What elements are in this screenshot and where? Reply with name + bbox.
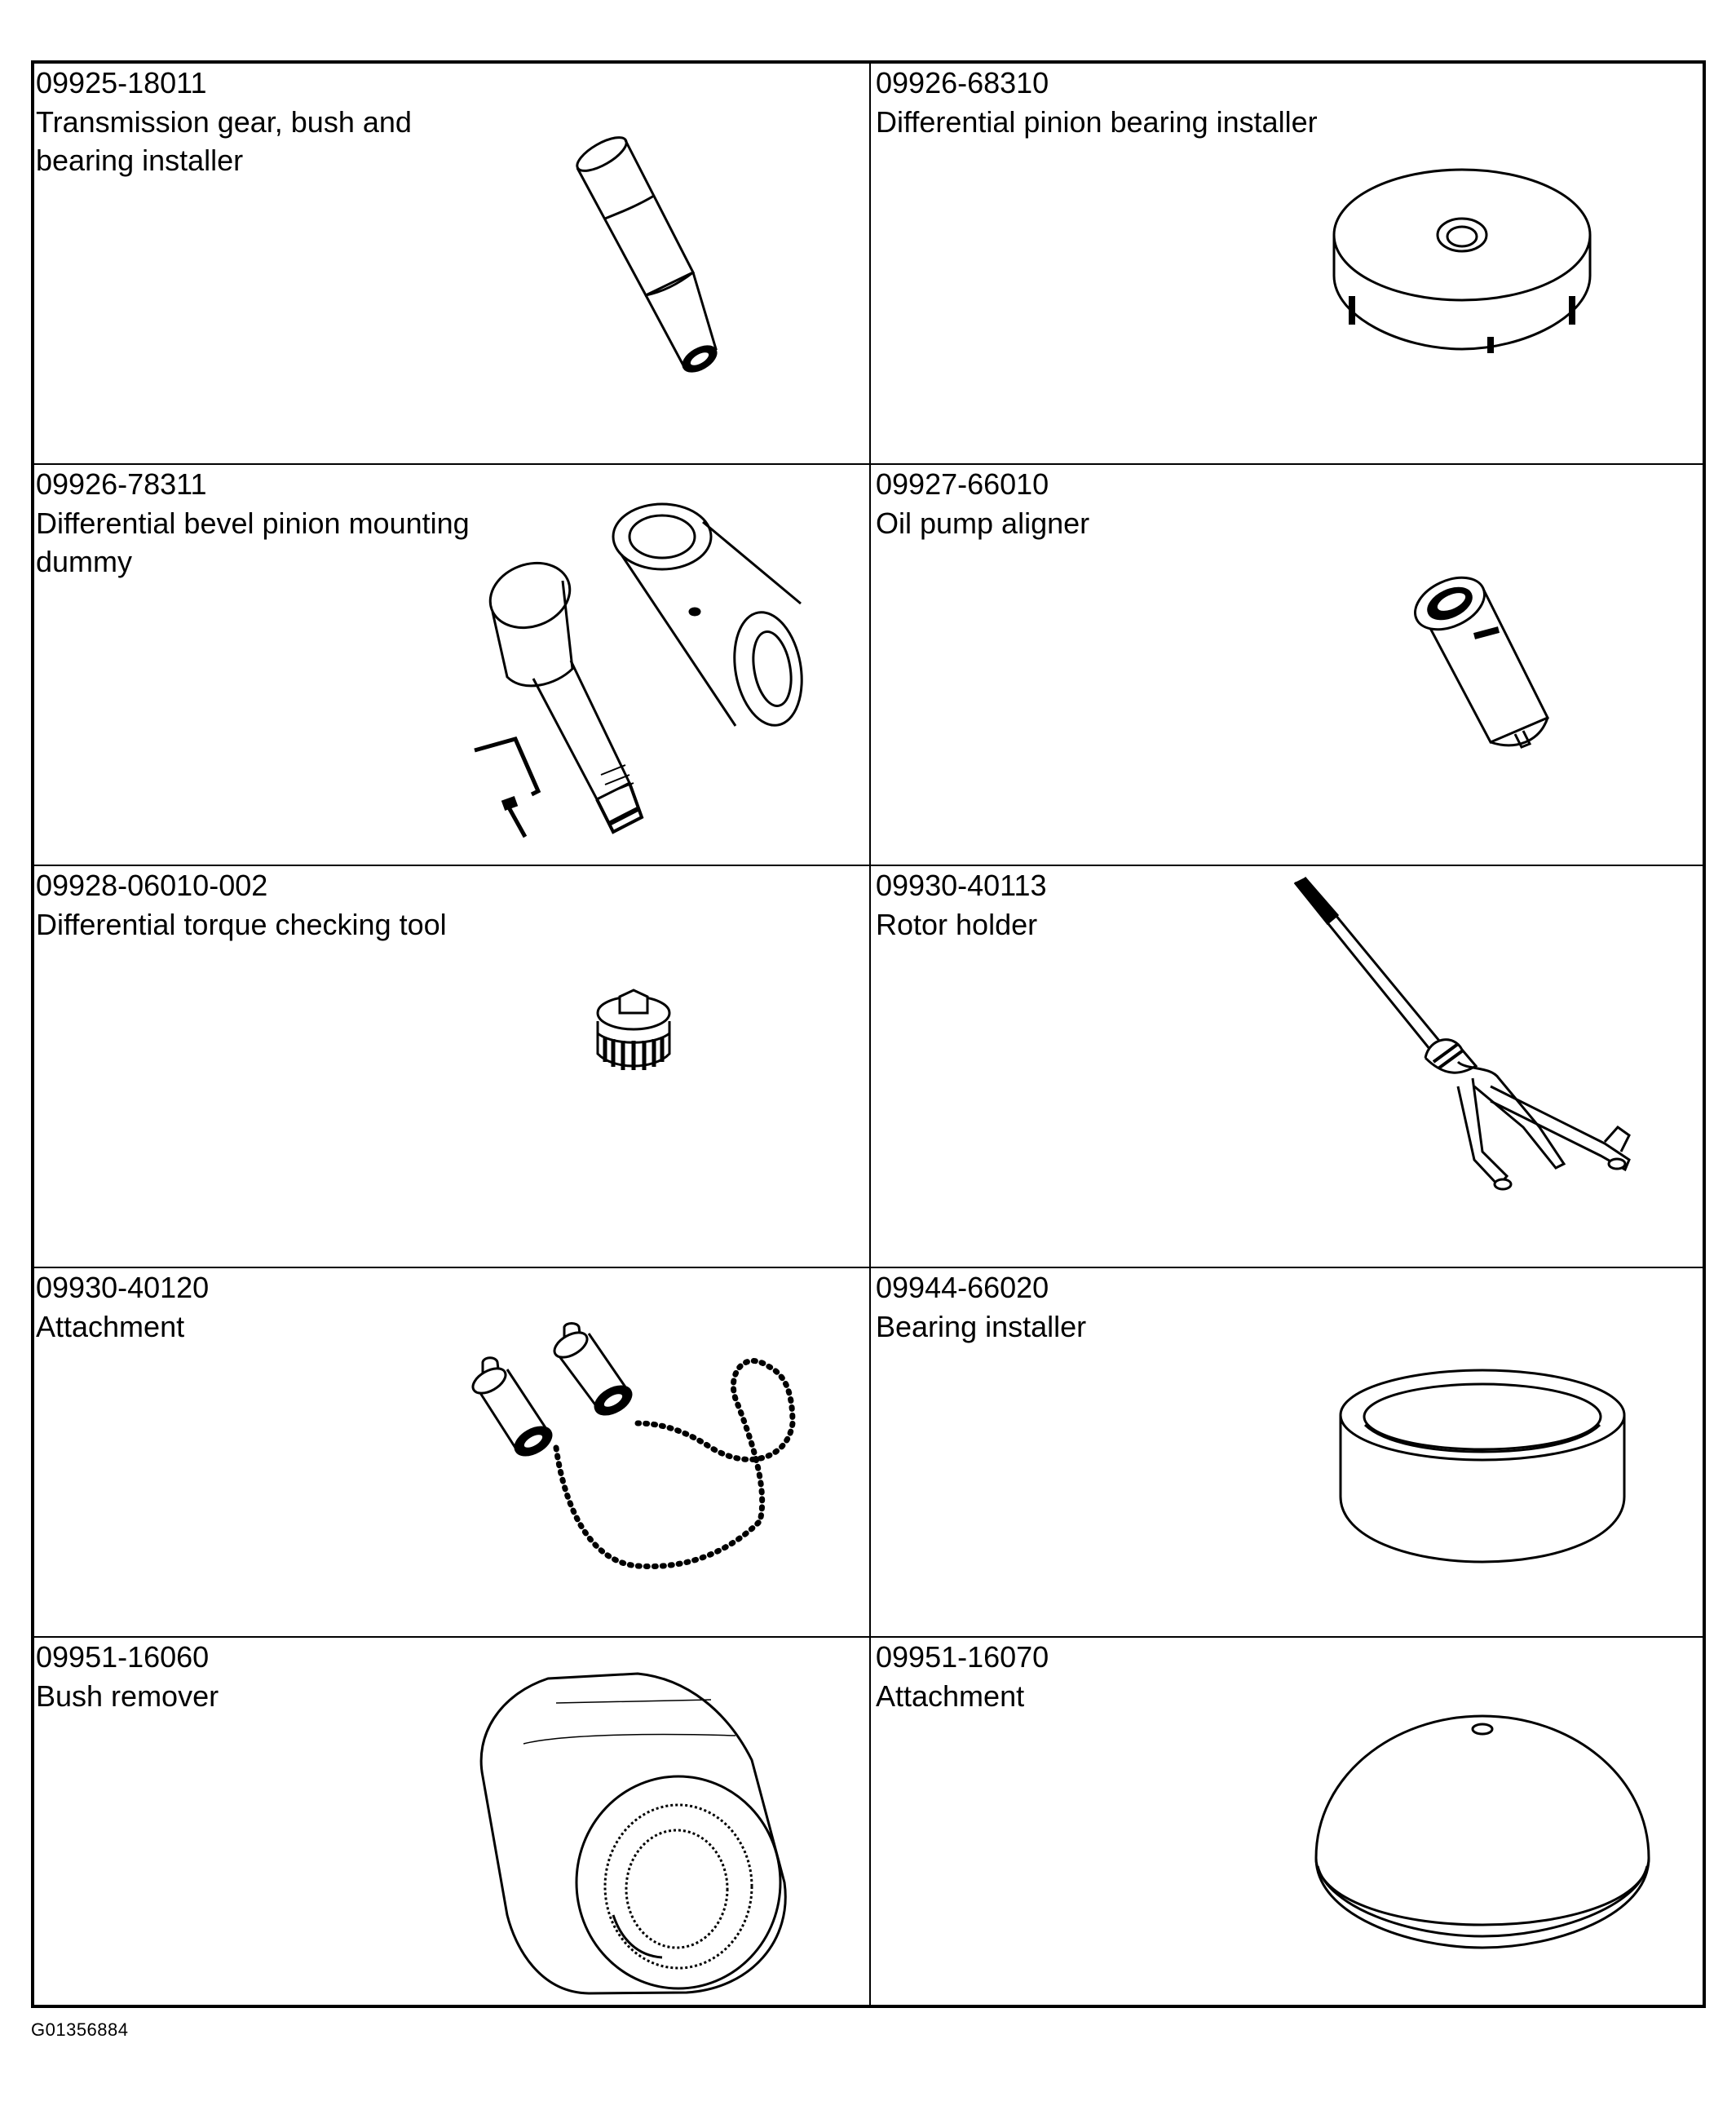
- pins-with-chain-icon: [466, 1325, 825, 1595]
- part-number: 09927-66010: [876, 467, 1049, 501]
- tool-cell: [34, 465, 871, 866]
- tool-cell: [34, 64, 871, 465]
- tubular-installer-icon: [523, 121, 817, 431]
- part-number: 09926-68310: [876, 66, 1049, 100]
- tool-cell: [871, 64, 1703, 465]
- tool-cell: [34, 1268, 871, 1638]
- tool-cell: [871, 866, 1703, 1268]
- part-number: 09930-40120: [36, 1271, 210, 1304]
- tool-name: Rotor holder: [876, 908, 1038, 941]
- part-number: 09944-66020: [876, 1271, 1049, 1304]
- part-number: 09926-78311: [36, 467, 207, 501]
- figure-id: G01356884: [31, 2019, 129, 2040]
- tool-name: Attachment: [876, 1679, 1025, 1713]
- part-number: 09925-18011: [36, 66, 207, 100]
- aligner-sleeve-icon: [1393, 579, 1572, 767]
- tool-cell: [34, 866, 871, 1268]
- part-number: 09951-16070: [876, 1640, 1049, 1674]
- tool-name: Attachment: [36, 1310, 185, 1343]
- tool-name: Transmission gear, bush and bearing installer: [36, 105, 412, 177]
- special-tools-table: [31, 60, 1706, 2008]
- tool-name: Bearing installer: [876, 1310, 1087, 1343]
- part-number: 09930-40113: [876, 869, 1047, 902]
- part-number: 09928-06010-002: [36, 869, 268, 902]
- tool-cell: [871, 465, 1703, 866]
- tool-name: Differential torque checking tool: [36, 908, 447, 941]
- tool-cell: [871, 1638, 1703, 2006]
- tool-name: Oil pump aligner: [876, 506, 1090, 540]
- tool-cell: [34, 1638, 871, 2006]
- tool-cell: [871, 1268, 1703, 1638]
- disc-installer-icon: [1327, 161, 1597, 357]
- tool-name: Differential pinion bearing installer: [876, 105, 1318, 139]
- rotor-holder-icon: [1295, 882, 1654, 1233]
- disc-attachment-icon: [1311, 1711, 1654, 1956]
- pinion-dummy-set-icon: [475, 506, 866, 856]
- tool-name: Differential bevel pinion mounting dummy: [36, 506, 470, 578]
- ring-installer-icon: [1336, 1366, 1629, 1570]
- bush-remover-icon: [475, 1670, 817, 1997]
- splined-bolt-tool-icon: [589, 989, 678, 1078]
- part-number: 09951-16060: [36, 1640, 210, 1674]
- tool-name: Bush remover: [36, 1679, 219, 1713]
